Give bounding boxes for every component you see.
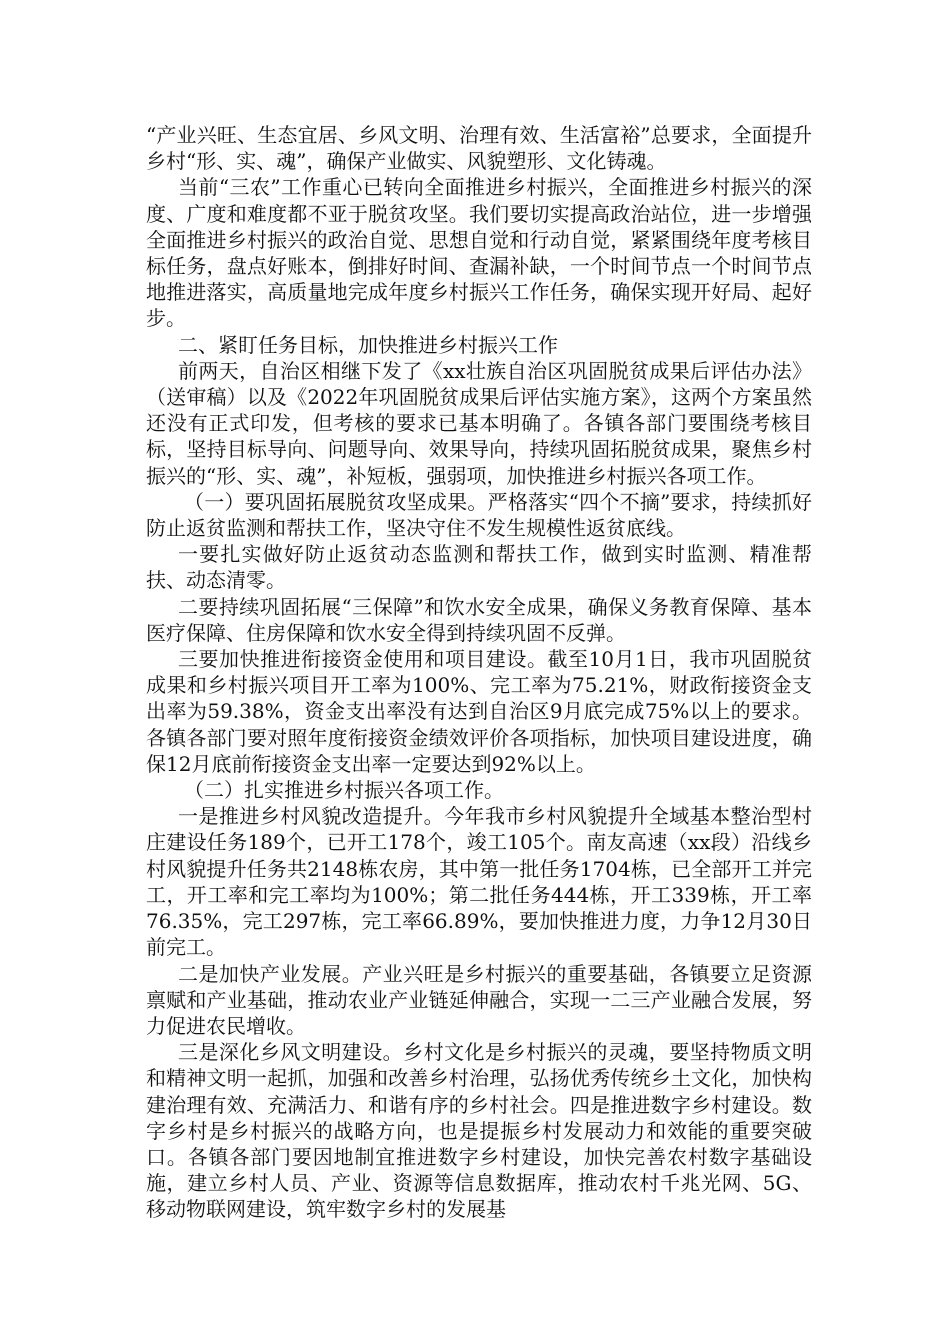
- document-page: [146, 122, 812, 1223]
- paragraph-village-appearance: 一是推进乡村风貌改造提升。今年我市乡村风貌提升全域基本整治型村庄建设任务189个，已开工178个，竣工105个。南友高速（xx段）沿线乡村风貌提升任务共2148栋农房，其中第一批任务1704栋，已全部开工并完工，开工率和完工率均为100%；第二批任务444栋，开工339栋，开工率76.35%，完工297栋，完工率66.89%，要加快推进力度，力争12月30日前完工。: [146, 804, 812, 960]
- paragraph-item-two: 二要持续巩固拓展“三保障”和饮水安全成果，确保义务教育保障、基本医疗保障、住房保障和饮水安全得到持续巩固不反弹。: [146, 594, 812, 645]
- paragraph-civilization-digital: 三是深化乡风文明建设。乡村文化是乡村振兴的灵魂，要坚持物质文明和精神文明一起抓，加强和改善乡村治理，弘扬优秀传统乡土文化，加快构建治理有效、充满活力、和谐有序的乡村社会。四是推进数字乡村建设。数字乡村是乡村振兴的战略方向，也是提振乡村发展动力和效能的重要突破口。各镇各部门要因地制宜推进数字乡村建设，加快完善农村数字基础设施，建立乡村人员、产业、资源等信息数据库，推动农村千兆光网、5G、移动物联网建设，筑牢数字乡村的发展基: [146, 1040, 812, 1222]
- paragraph-item-one: 一要扎实做好防止返贫动态监测和帮扶工作，做到实时监测、精准帮扶、动态清零。: [146, 542, 812, 593]
- paragraph-continued: “产业兴旺、生态宜居、乡风文明、治理有效、生活富裕”总要求，全面提升乡村“形、实、魂”，确保产业做实、风貌塑形、文化铸魂。: [146, 123, 812, 174]
- paragraph-item-three-funds: 三要加快推进衔接资金使用和项目建设。截至10月1日，我市巩固脱贫成果和乡村振兴项目开工率为100%、完工率为75.21%，财政衔接资金支出率为59.38%，资金支出率没有达到自治区9月底完成75%以上的要求。各镇各部门要对照年度衔接资金绩效评价各项指标，加快项目建设进度，确保12月底前衔接资金支出率一定要达到92%以上。: [146, 647, 812, 776]
- section-heading-2: 二、紧盯任务目标，加快推进乡村振兴工作: [178, 332, 558, 357]
- paragraph-assessment-documents: 前两天，自治区相继下发了《xx壮族自治区巩固脱贫成果后评估办法》（送审稿）以及《2022年巩固脱贫成果后评估实施方案》，这两个方案虽然还没有正式印发，但考核的要求已基本明确了。各镇各部门要围绕考核目标，坚持目标导向、问题导向、效果导向，持续巩固拓脱贫成果，聚焦乡村振兴的“形、实、魂”，补短板，强弱项，加快推进乡村振兴各项工作。: [146, 358, 812, 488]
- subheading-consolidate-results: （一）要巩固拓展脱贫攻坚成果。严格落实“四个不摘”要求，持续抓好防止返贫监测和帮扶工作，坚决守住不发生规模性返贫底线。: [146, 489, 812, 541]
- paragraph-industry-development: 二是加快产业发展。产业兴旺是乡村振兴的重要基础，各镇要立足资源禀赋和产业基础，推动农业产业链延伸融合，实现一二三产业融合发展，努力促进农民增收。: [146, 961, 812, 1038]
- paragraph-sannong-focus: 当前“三农”工作重心已转向全面推进乡村振兴，全面推进乡村振兴的深度、广度和难度都不亚于脱贫攻坚。我们要切实提高政治站位，进一步增强全面推进乡村振兴的政治自觉、思想自觉和行动自觉，紧紧围绕年度考核目标任务，盘点好账本，倒排好时间、查漏补缺，一个时间节点一个时间节点地推进落实，高质量地完成年度乡村振兴工作任务，确保实现开好局、起好步。: [146, 175, 812, 331]
- subheading-rural-revitalization: （二）扎实推进乡村振兴各项工作。: [184, 778, 504, 803]
